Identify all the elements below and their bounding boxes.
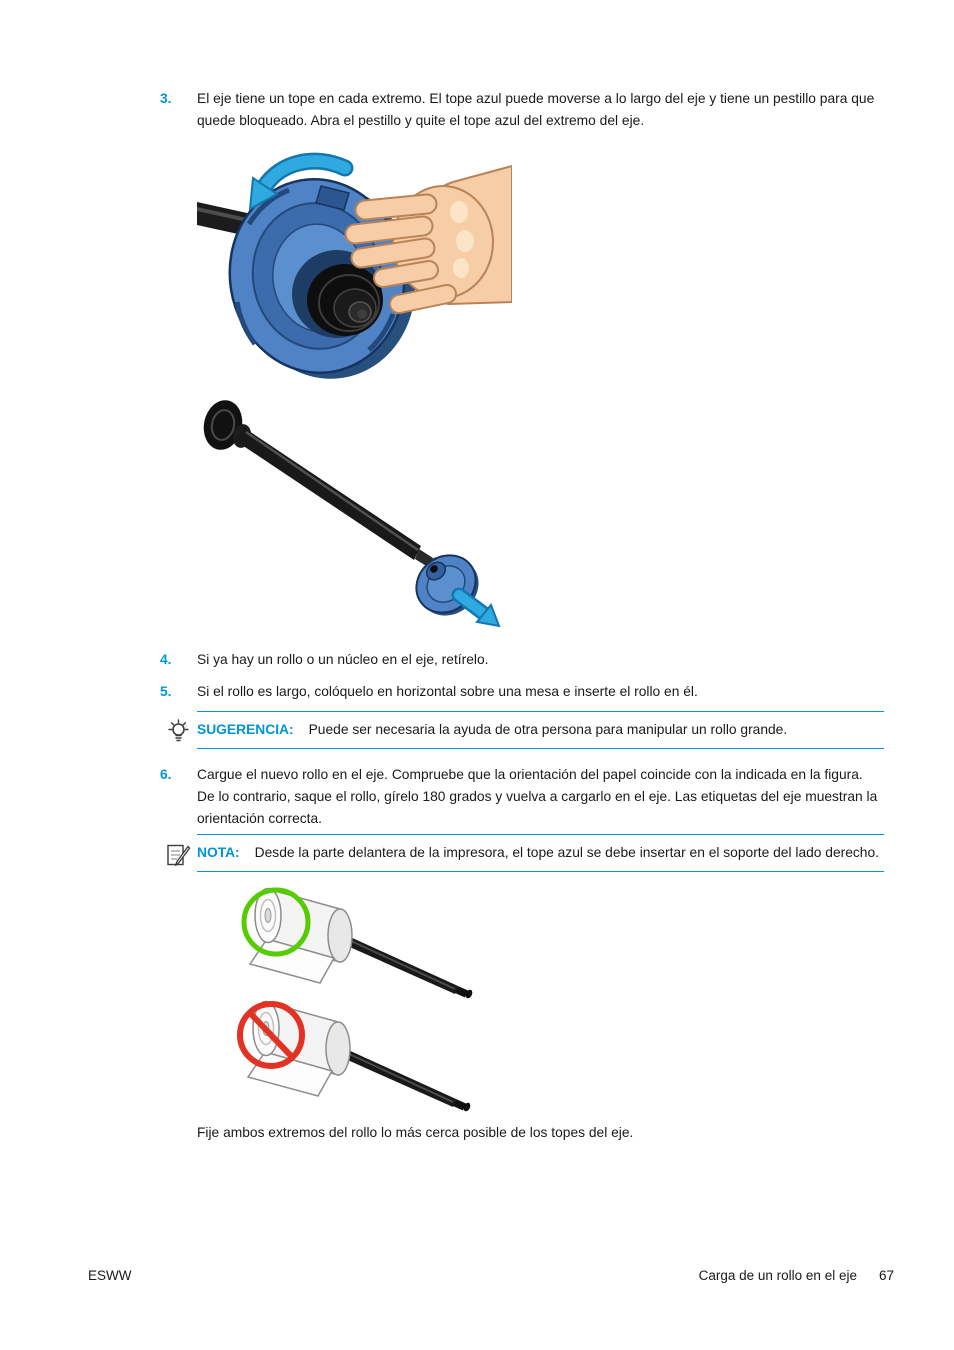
roll-orientation-illustration — [222, 876, 487, 1116]
note-box — [197, 834, 884, 872]
footer-page-number: 67 — [878, 1268, 894, 1283]
step-4-text: Si ya hay un rollo o un núcleo en el eje, retírelo. — [197, 652, 489, 667]
note-paragraph — [197, 842, 884, 864]
paper-roll-correct — [244, 889, 474, 1000]
footer-right — [699, 1268, 894, 1283]
spindle-illustration — [197, 391, 502, 629]
hand-illustration — [355, 166, 512, 304]
step-4 — [160, 649, 884, 671]
step-5 — [160, 681, 884, 703]
closing-text: Fije ambos extremos del rollo lo más cerca posible de los topes del eje. — [197, 1125, 634, 1140]
footer-section-title: Carga de un rollo en el eje — [698, 1268, 857, 1283]
step-3-number: 3. — [160, 91, 172, 106]
direction-arrow-icon — [459, 595, 499, 626]
step-6-text: Cargue el nuevo rollo en el eje. Compruebe que la orientación del papel coincide con la indicada en la figura. De lo contrario, saque el rollo, gírelo 180 grados y vuelva a cargarlo en el eje. Las etiquetas del eje muestran la orientación correcta. — [197, 767, 878, 826]
page-footer — [88, 1268, 894, 1283]
tip-box — [197, 711, 884, 749]
note-text: Desde la parte delantera de la impresora, el tope azul se debe insertar en el soporte del lado derecho. — [254, 845, 879, 860]
tip-label: SUGERENCIA: — [197, 722, 294, 737]
step-3-text: El eje tiene un tope en cada extremo. El tope azul puede moverse a lo largo del eje y tiene un pestillo para que quede bloqueado. Abra el pestillo y quite el tope azul del extremo del eje. — [197, 91, 875, 128]
step-3 — [160, 88, 884, 132]
lightbulb-icon — [166, 719, 191, 746]
tip-paragraph — [197, 719, 884, 741]
step-4-number: 4. — [160, 652, 172, 667]
step-6-number: 6. — [160, 767, 172, 782]
blue-hub-hand-illustration — [197, 152, 512, 385]
footer-doc-code: ESWW — [88, 1268, 132, 1283]
figure-roll-orientation — [222, 876, 884, 1116]
note-icon — [166, 842, 191, 869]
note-label: NOTA: — [197, 845, 240, 860]
figure-remove-blue-stop — [197, 152, 884, 385]
figure-spindle — [197, 391, 884, 629]
tip-text: Puede ser necesaria la ayuda de otra persona para manipular un rollo grande. — [308, 722, 788, 737]
step-5-number: 5. — [160, 684, 172, 699]
manual-page-content — [160, 88, 884, 1144]
step-5-text: Si el rollo es largo, colóquelo en horizontal sobre una mesa e inserte el rollo en él. — [197, 684, 698, 699]
paper-roll-incorrect — [240, 1002, 472, 1113]
spindle-shaft — [236, 427, 442, 570]
step-6 — [160, 764, 884, 830]
